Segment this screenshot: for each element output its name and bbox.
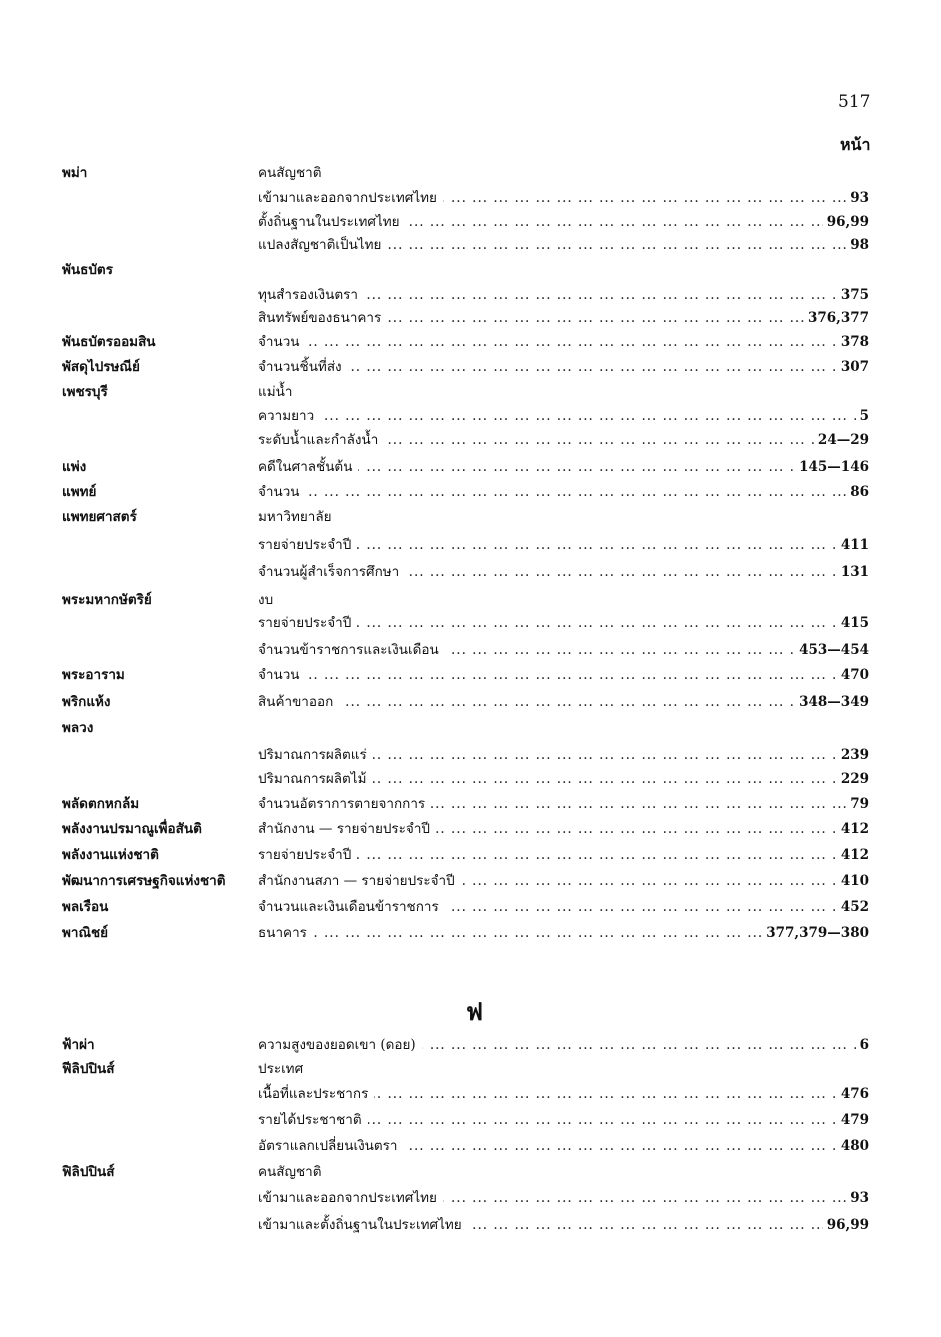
index-sub-term: คนสัญชาติ (258, 1160, 328, 1184)
index-main-term: ฟีลิปปินส์ (62, 1061, 115, 1077)
section-letter: ฟ (466, 997, 483, 1026)
index-row (0, 1082, 941, 1106)
index-main-term: พัสดุไปรษณีย์ (62, 359, 140, 375)
index-page-ref: 378 (837, 330, 869, 354)
index-page-ref: 479 (837, 1108, 869, 1132)
index-main-term: พาณิชย์ (62, 925, 109, 941)
index-row (0, 258, 941, 282)
index-row (0, 716, 941, 740)
index-sub-term: ปริมาณการผลิตไม้ (258, 767, 372, 791)
index-row (0, 186, 941, 210)
index-main-term: พริกแห้ง (62, 694, 111, 710)
index-page-ref: 93 (846, 186, 869, 210)
index-row (0, 1186, 941, 1210)
index-row (0, 380, 941, 404)
index-page-ref: 79 (846, 792, 869, 816)
dot-leader (258, 330, 869, 354)
index-row (0, 895, 941, 919)
index-page-ref: 86 (846, 480, 869, 504)
index-sub-term: อัตราแลกเปลี่ยนเงินตรา (258, 1134, 403, 1158)
index-main-term: ฟ้าผ่า (62, 1037, 95, 1053)
index-sub-term: ทุนสำรองเงินตรา (258, 283, 364, 307)
index-row (0, 1160, 941, 1184)
index-page-ref: 452 (837, 895, 869, 919)
index-row (0, 428, 941, 452)
index-sub-term: คดีในศาลชั้นต้น (258, 455, 358, 479)
index-page-ref: 480 (837, 1134, 869, 1158)
index-row (0, 455, 941, 479)
index-row (0, 1108, 941, 1132)
index-row (0, 1033, 941, 1057)
index-page-ref: 6 (856, 1033, 869, 1057)
index-row (0, 404, 941, 428)
index-sub-term: งบ (258, 588, 279, 612)
index-row (0, 843, 941, 867)
index-sub-term: จำนวนชิ้นที่ส่ง (258, 355, 348, 379)
index-row (0, 480, 941, 504)
index-row (0, 792, 941, 816)
index-row (0, 588, 941, 612)
index-sub-term: เข้ามาและออกจากประเทศไทย (258, 186, 443, 210)
index-page-ref: 307 (837, 355, 869, 379)
index-row (0, 767, 941, 791)
index-page-ref: 93 (846, 1186, 869, 1210)
index-page-ref: 411 (837, 533, 869, 557)
index-page-ref: 131 (837, 560, 869, 584)
index-row (0, 283, 941, 307)
index-row (0, 210, 941, 234)
index-row (0, 1134, 941, 1158)
index-page-ref: 5 (856, 404, 869, 428)
index-row (0, 663, 941, 687)
index-page-ref: 229 (837, 767, 869, 791)
index-sub-term: ความสูงของยอดเขา (ดอย) (258, 1033, 422, 1057)
index-sub-term: สินทรัพย์ของธนาคาร (258, 306, 387, 330)
index-page-ref: 375 (837, 283, 869, 307)
index-sub-term: คนสัญชาติ (258, 161, 328, 185)
index-row (0, 611, 941, 635)
index-main-term: ฟิลิปปินส์ (62, 1164, 115, 1180)
index-main-term: เพชรบุรี (62, 384, 108, 400)
index-page-ref: 410 (837, 869, 869, 893)
index-main-term: พม่า (62, 165, 88, 181)
index-main-term: พระอาราม (62, 667, 125, 683)
index-row (0, 505, 941, 529)
index-page-ref: 24—29 (814, 428, 869, 452)
index-page-ref: 348—349 (795, 690, 869, 714)
index-sub-term: จำนวน (258, 663, 306, 687)
index-row (0, 869, 941, 893)
index-main-term: พัฒนาการเศรษฐกิจแห่งชาติ (62, 873, 226, 889)
index-page-ref: 412 (837, 843, 869, 867)
index-row (0, 638, 941, 662)
dot-leader (258, 663, 869, 687)
index-row (0, 817, 941, 841)
index-sub-term: สำนักงาน — รายจ่ายประจำปี (258, 817, 436, 841)
index-page-ref: 415 (837, 611, 869, 635)
index-row (0, 743, 941, 767)
index-page-ref: 412 (837, 817, 869, 841)
index-sub-term: จำนวนข้าราชการและเงินเดือน (258, 638, 445, 662)
index-sub-term: ปริมาณการผลิตแร่ (258, 743, 373, 767)
index-main-term: แพทย์ (62, 484, 97, 500)
index-sub-term: เข้ามาและตั้งถิ่นฐานในประเทศไทย (258, 1213, 468, 1237)
index-row (0, 161, 941, 185)
index-sub-term: จำนวน (258, 480, 306, 504)
index-page-ref: 377,379—380 (762, 921, 869, 945)
index-sub-term: เข้ามาและออกจากประเทศไทย (258, 1186, 443, 1210)
index-sub-term: รายจ่ายประจำปี (258, 533, 357, 557)
index-row (0, 1057, 941, 1081)
index-main-term: พันธบัตรออมสิน (62, 334, 156, 350)
index-main-term: พลเรือน (62, 899, 109, 915)
index-main-term: พันธบัตร (62, 262, 113, 278)
index-sub-term: ความยาว (258, 404, 320, 428)
dot-leader (258, 480, 869, 504)
index-main-term: พลัดตกหกล้ม (62, 796, 140, 812)
index-page-ref: 96,99 (823, 1213, 869, 1237)
index-sub-term: ประเทศ (258, 1057, 309, 1081)
index-sub-term: สินค้าขาออก (258, 690, 339, 714)
dot-leader (258, 690, 869, 714)
index-sub-term: จำนวน (258, 330, 306, 354)
index-sub-term: จำนวนอัตราการตายจากการ (258, 792, 431, 816)
index-row (0, 1213, 941, 1237)
index-page-ref: 453—454 (795, 638, 869, 662)
page-number: 517 (838, 92, 871, 112)
index-row (0, 533, 941, 557)
index-page-ref: 96,99 (823, 210, 869, 234)
index-page-ref: 476 (837, 1082, 869, 1106)
index-sub-term: รายจ่ายประจำปี (258, 843, 357, 867)
index-sub-term: สำนักงานสภา — รายจ่ายประจำปี (258, 869, 461, 893)
index-row (0, 233, 941, 257)
index-sub-term: รายจ่ายประจำปี (258, 611, 357, 635)
index-main-term: แพ่ง (62, 459, 87, 475)
index-row (0, 921, 941, 945)
index-main-term: พลังงานปรมาณูเพื่อสันติ (62, 821, 202, 837)
index-sub-term: เนื้อที่และประชากร (258, 1082, 374, 1106)
index-main-term: พระมหากษัตริย์ (62, 592, 152, 608)
index-row (0, 330, 941, 354)
index-sub-term: แม่น้ำ (258, 380, 298, 404)
index-main-term: พลังงานแห่งชาติ (62, 847, 159, 863)
index-sub-term: แปลงสัญชาติเป็นไทย (258, 233, 387, 257)
index-page-ref: 239 (837, 743, 869, 767)
index-sub-term: รายได้ประชาชาติ (258, 1108, 368, 1132)
index-main-term: พลวง (62, 720, 94, 736)
index-page-ref: 98 (846, 233, 869, 257)
index-sub-term: ตั้งถิ่นฐานในประเทศไทย (258, 210, 406, 234)
index-sub-term: ระดับน้ำและกำลังน้ำ (258, 428, 384, 452)
index-page-ref: 376,377 (804, 306, 869, 330)
index-sub-term: ธนาคาร (258, 921, 313, 945)
index-page-ref: 470 (837, 663, 869, 687)
dot-leader (258, 404, 869, 428)
index-page-ref: 145—146 (795, 455, 869, 479)
index-main-term: แพทยศาสตร์ (62, 509, 137, 525)
index-row (0, 560, 941, 584)
index-sub-term: มหาวิทยาลัย (258, 505, 338, 529)
index-row (0, 690, 941, 714)
index-sub-term: จำนวนผู้สำเร็จการศึกษา (258, 560, 405, 584)
index-row (0, 355, 941, 379)
index-sub-term: จำนวนและเงินเดือนข้าราชการ (258, 895, 445, 919)
dot-leader (258, 355, 869, 379)
index-row (0, 306, 941, 330)
page-column-label: หน้า (840, 135, 871, 154)
